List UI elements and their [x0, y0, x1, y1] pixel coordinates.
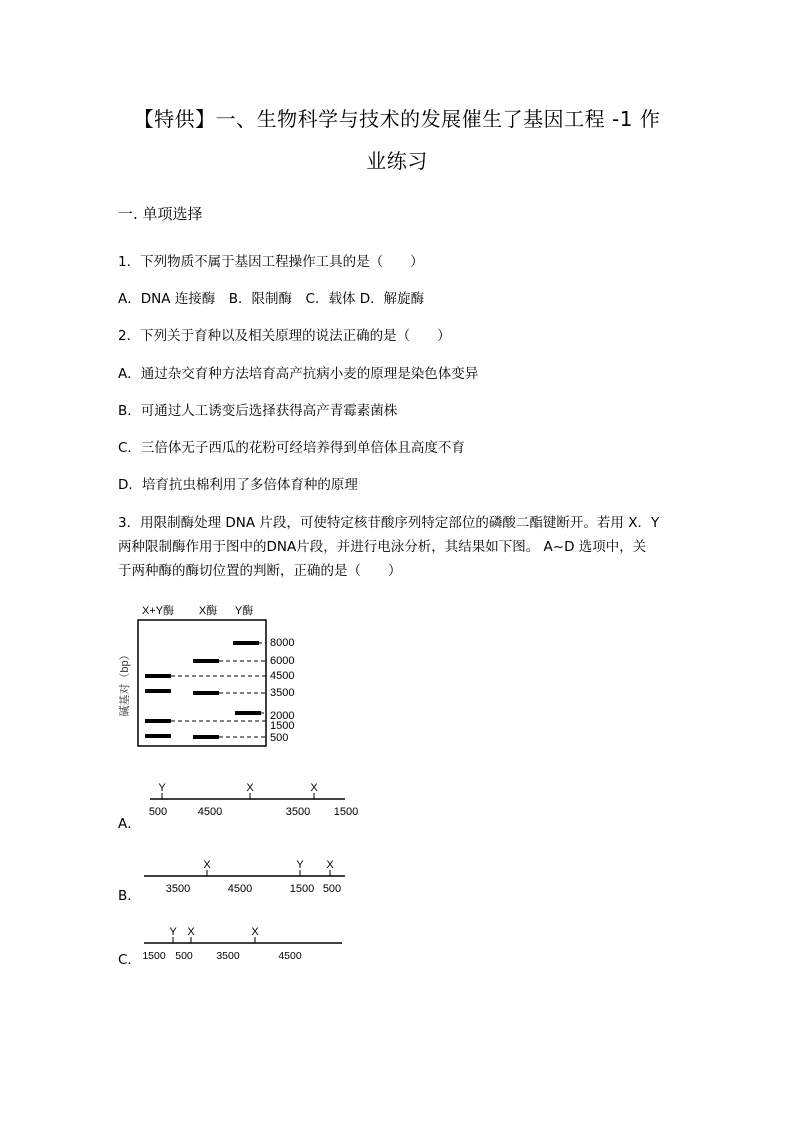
- option-a-seg-2: 4500: [197, 806, 223, 818]
- band-x-3500: [193, 691, 219, 695]
- option-a-site-3: X: [310, 782, 318, 794]
- marker-2000: 2000: [270, 710, 295, 722]
- band-x-6000: [193, 659, 219, 663]
- lane-label-y: Y酶: [234, 605, 254, 617]
- band-y-2000: [235, 711, 261, 715]
- option-a-seg-1: 500: [148, 806, 168, 818]
- marker-4500: 4500: [270, 670, 295, 682]
- option-c-map: [140, 922, 380, 964]
- lane-label-x: X酶: [198, 605, 218, 617]
- option-b-seg-1: 3500: [165, 883, 191, 895]
- question-3-line-1: 3．用限制酶处理 DNA 片段，可使特定核苷酸序列特定部位的磷酸二酯键断开。若用 X．Y: [118, 515, 660, 531]
- marker-1500: 1500: [270, 720, 295, 732]
- option-a-seg-4: 1500: [333, 806, 359, 818]
- question-2-stem: 2．下列关于育种以及相关原理的说法正确的是（ ）: [118, 328, 451, 344]
- option-a-label: A．: [118, 816, 141, 832]
- lane-label-xy: X+Y酶: [141, 605, 175, 617]
- marker-8000: 8000: [270, 637, 295, 649]
- option-c-site-3: X: [251, 926, 259, 938]
- gel-figure: [110, 598, 350, 758]
- option-a-site-1: Y: [158, 782, 166, 794]
- option-c-site-2: X: [187, 926, 195, 938]
- gel-frame: [138, 620, 266, 746]
- question-2-option-b: B．可通过人工诱变后选择获得高产青霉素菌株: [118, 403, 398, 419]
- option-c-site-1: Y: [169, 926, 177, 938]
- option-c-label: C．: [118, 952, 141, 968]
- option-b-site-2: Y: [296, 859, 304, 871]
- option-b-seg-2: 4500: [227, 883, 253, 895]
- page-title: 【特供】一、生物科学与技术的发展催生了基因工程 -1 作: [133, 107, 661, 131]
- band-x-500: [193, 735, 219, 739]
- marker-3500: 3500: [270, 687, 295, 699]
- section-heading: 一. 单项选择: [118, 205, 203, 223]
- option-c-seg-2: 500: [175, 950, 193, 962]
- band-xy-4500: [145, 674, 171, 678]
- band-y-8000: [233, 641, 259, 645]
- question-2-option-d: D．培育抗虫棉利用了多倍体育种的原理: [118, 477, 358, 493]
- option-a-map: [140, 780, 380, 820]
- marker-6000: 6000: [270, 655, 295, 667]
- option-b-seg-3: 1500: [289, 883, 315, 895]
- option-a-seg-3: 3500: [285, 806, 311, 818]
- question-2-option-a: A．通过杂交育种方法培育高产抗病小麦的原理是染色体变异: [118, 366, 479, 382]
- option-b-map: [140, 855, 380, 897]
- option-c-seg-3: 3500: [216, 950, 240, 962]
- question-1-options: A．DNA 连接酶 B．限制酶 C．载体 D．解旋酶: [118, 291, 425, 307]
- option-c-seg-4: 4500: [278, 950, 302, 962]
- band-xy-500: [145, 734, 171, 738]
- band-xy-1500: [145, 719, 171, 723]
- option-c-seg-1: 1500: [142, 950, 166, 962]
- question-3-line-3: 于两种酶的酶切位置的判断，正确的是（ ）: [118, 563, 402, 579]
- option-b-seg-4: 500: [322, 883, 342, 895]
- option-b-label: B．: [118, 888, 141, 904]
- question-1-stem: 1．下列物质不属于基因工程操作工具的是（ ）: [118, 254, 424, 270]
- gel-y-label: 碱基对（bp）: [119, 649, 131, 717]
- option-a-site-2: X: [246, 782, 254, 794]
- option-b-site-1: X: [203, 859, 211, 871]
- question-3-line-2: 两种限制酶作用于图中的DNA片段，并进行电泳分析，其结果如下图。 A~D 选项中，关: [118, 539, 647, 555]
- page-title-continued: 业练习: [366, 149, 428, 173]
- marker-500: 500: [270, 732, 289, 744]
- option-b-site-3: X: [326, 859, 334, 871]
- band-xy-3500: [145, 689, 171, 693]
- question-2-option-c: C．三倍体无子西瓜的花粉可经培养得到单倍体且高度不育: [118, 440, 465, 456]
